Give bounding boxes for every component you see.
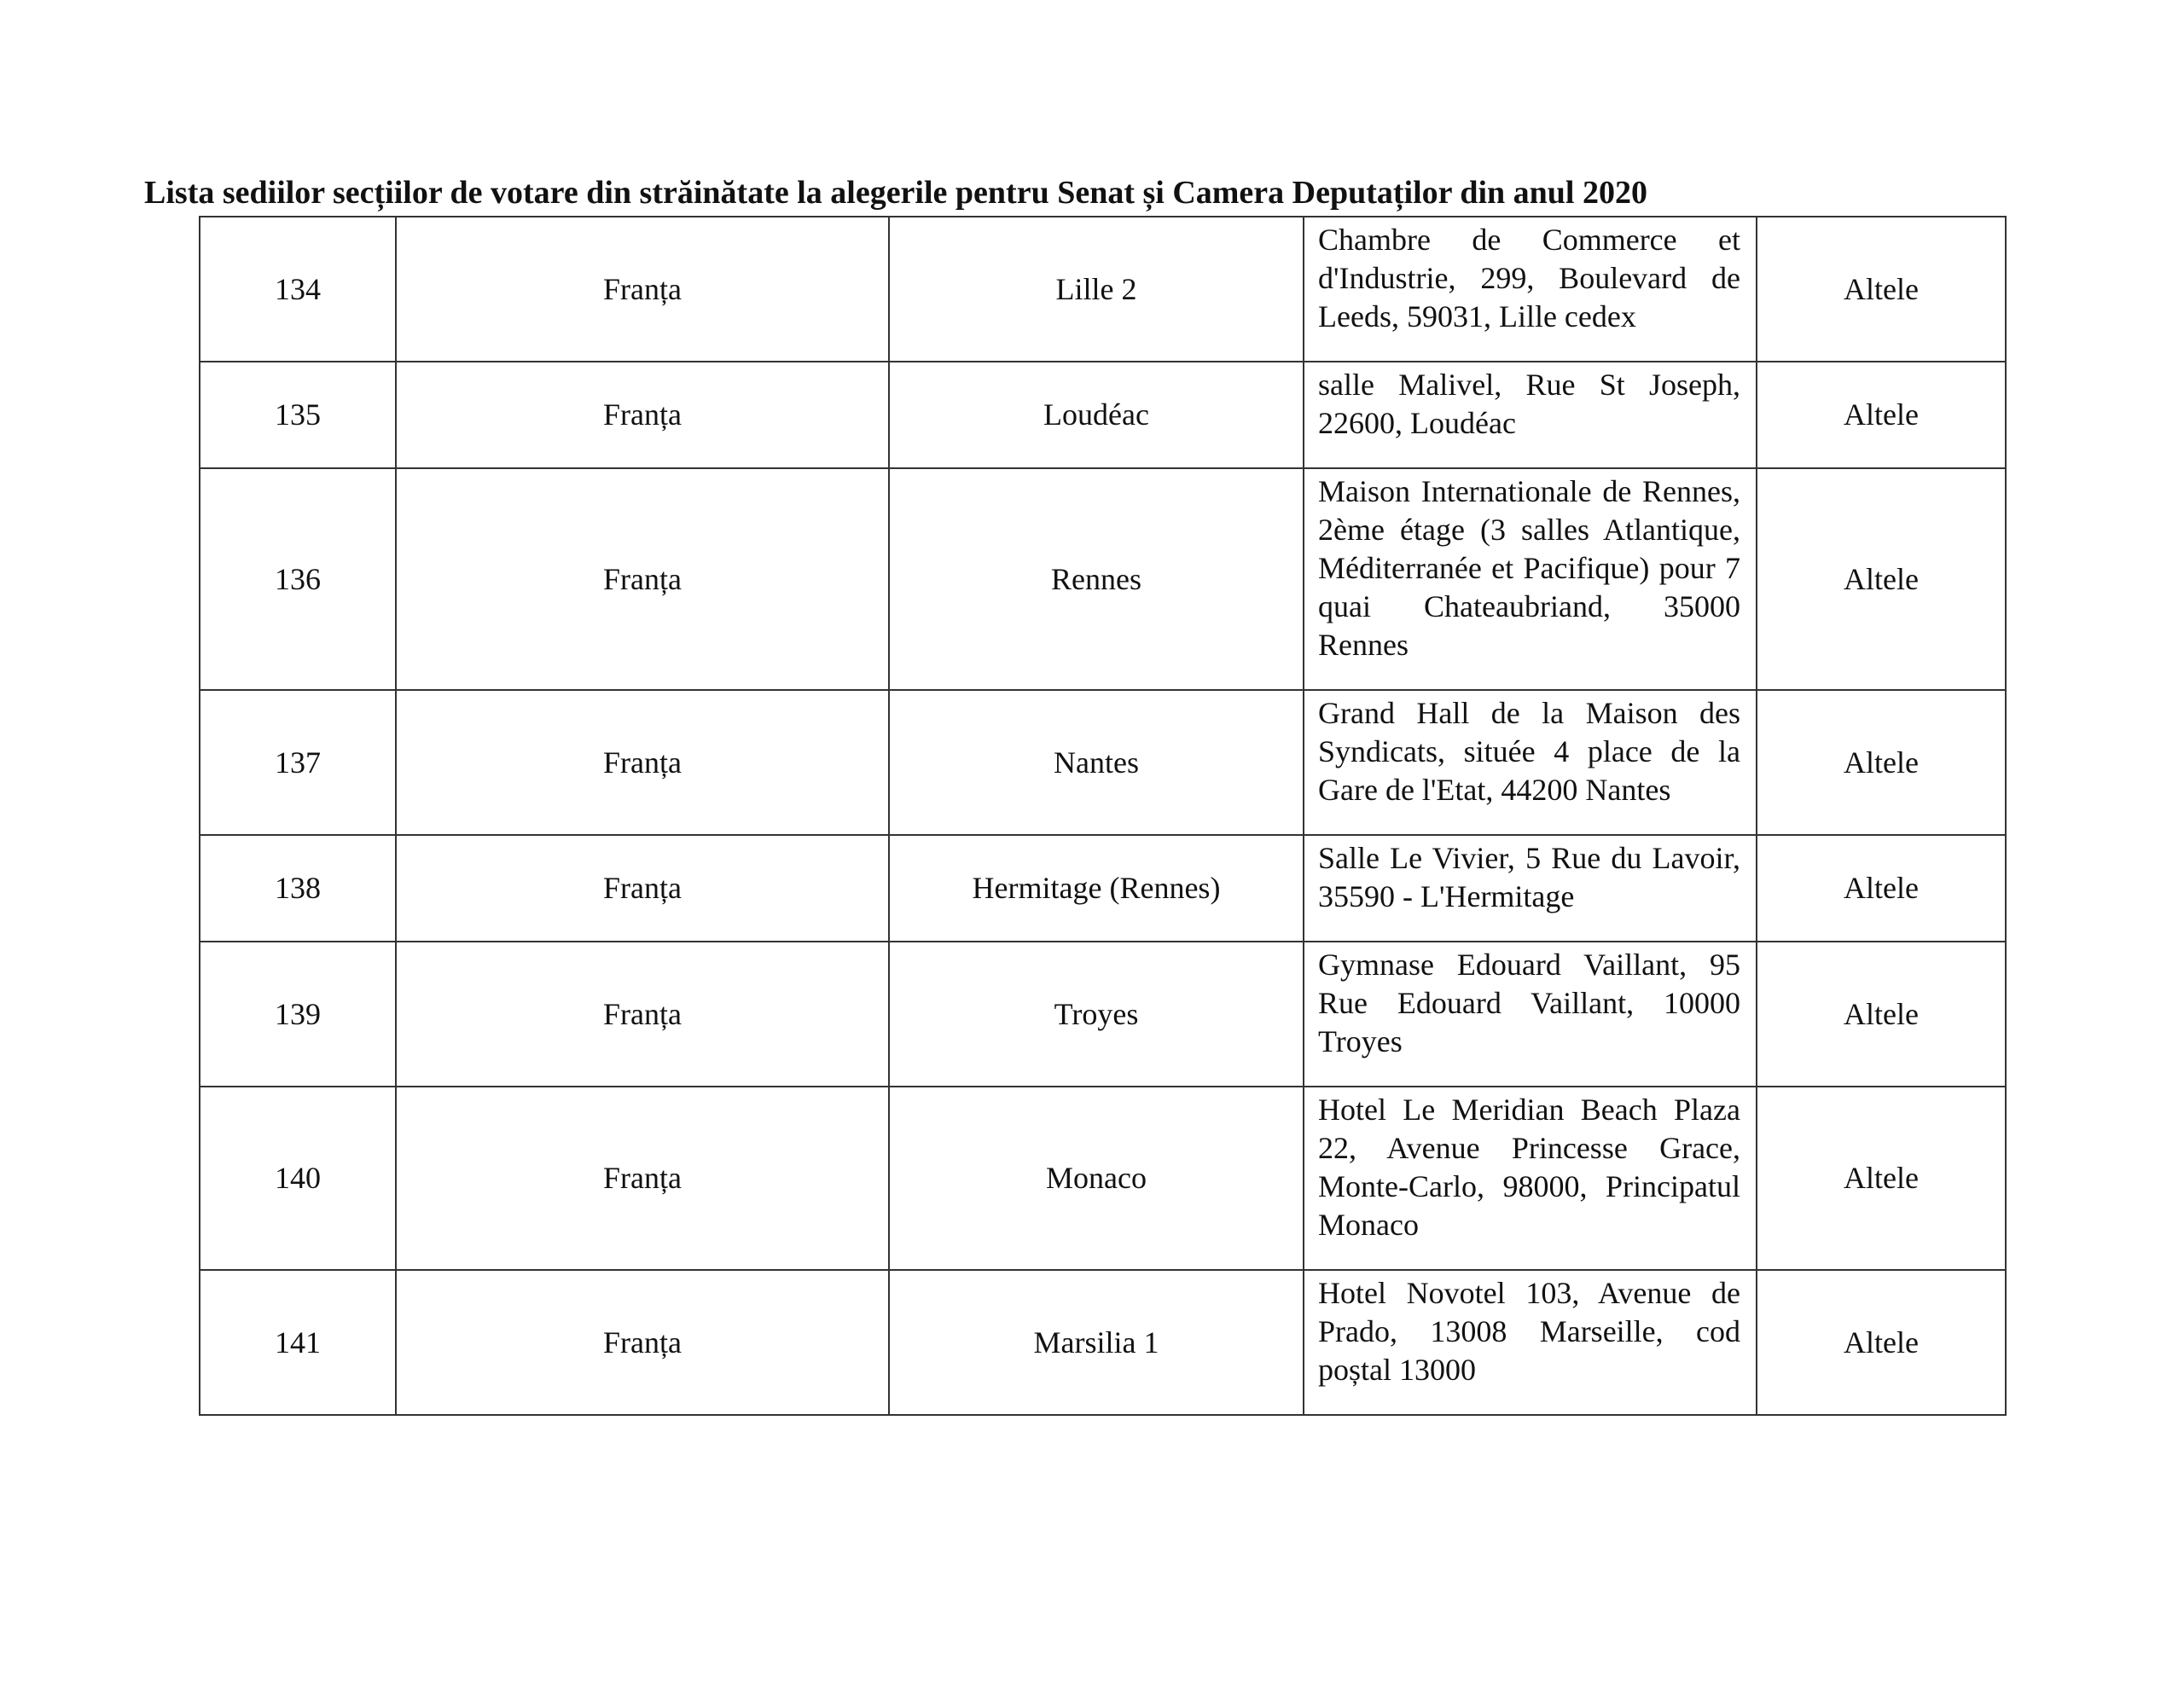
station-country: Franța bbox=[396, 1270, 889, 1415]
station-number: 134 bbox=[200, 217, 396, 362]
station-country: Franța bbox=[396, 942, 889, 1087]
station-address: Hotel Novotel 103, Avenue de Prado, 13008 Marseille, cod poștal 13000 bbox=[1304, 1270, 1757, 1415]
station-address: salle Malivel, Rue St Joseph, 22600, Loudéac bbox=[1304, 362, 1757, 468]
table-row bbox=[200, 690, 2006, 835]
table-row bbox=[200, 468, 2006, 690]
station-locality: Troyes bbox=[889, 942, 1304, 1087]
station-locality: Nantes bbox=[889, 690, 1304, 835]
station-address: Grand Hall de la Maison des Syndicats, située 4 place de la Gare de l'Etat, 44200 Nantes bbox=[1304, 690, 1757, 835]
station-number: 136 bbox=[200, 468, 396, 690]
station-number: 139 bbox=[200, 942, 396, 1087]
station-category: Altele bbox=[1757, 217, 2006, 362]
station-country: Franța bbox=[396, 835, 889, 942]
station-address: Salle Le Vivier, 5 Rue du Lavoir, 35590 - L'Hermitage bbox=[1304, 835, 1757, 942]
station-category: Altele bbox=[1757, 468, 2006, 690]
station-address: Gymnase Edouard Vaillant, 95 Rue Edouard Vaillant, 10000 Troyes bbox=[1304, 942, 1757, 1087]
station-category: Altele bbox=[1757, 835, 2006, 942]
station-locality: Marsilia 1 bbox=[889, 1270, 1304, 1415]
station-country: Franța bbox=[396, 1087, 889, 1270]
station-country: Franța bbox=[396, 690, 889, 835]
station-locality: Hermitage (Rennes) bbox=[889, 835, 1304, 942]
station-category: Altele bbox=[1757, 362, 2006, 468]
table-row bbox=[200, 1087, 2006, 1270]
station-number: 137 bbox=[200, 690, 396, 835]
station-number: 140 bbox=[200, 1087, 396, 1270]
document-title: Lista sediilor secțiilor de votare din străinătate la alegerile pentru Senat și Camera Deputaților din anul 2020 bbox=[144, 175, 1647, 211]
station-number: 138 bbox=[200, 835, 396, 942]
table-row bbox=[200, 835, 2006, 942]
station-country: Franța bbox=[396, 217, 889, 362]
station-country: Franța bbox=[396, 362, 889, 468]
station-locality: Monaco bbox=[889, 1087, 1304, 1270]
station-locality: Lille 2 bbox=[889, 217, 1304, 362]
table-row bbox=[200, 1270, 2006, 1415]
station-number: 141 bbox=[200, 1270, 396, 1415]
table-row bbox=[200, 942, 2006, 1087]
station-address: Maison Internationale de Rennes, 2ème étage (3 salles Atlantique, Méditerranée et Pacifique) pour 7 quai Chateaubriand, 35000 Rennes bbox=[1304, 468, 1757, 690]
station-category: Altele bbox=[1757, 1270, 2006, 1415]
station-locality: Loudéac bbox=[889, 362, 1304, 468]
station-number: 135 bbox=[200, 362, 396, 468]
polling-stations-table bbox=[199, 216, 2007, 1416]
table-row bbox=[200, 362, 2006, 468]
station-category: Altele bbox=[1757, 690, 2006, 835]
station-address: Hotel Le Meridian Beach Plaza 22, Avenue Princesse Grace, Monte-Carlo, 98000, Principatul Monaco bbox=[1304, 1087, 1757, 1270]
table-row bbox=[200, 217, 2006, 362]
station-address: Chambre de Commerce et d'Industrie, 299, Boulevard de Leeds, 59031, Lille cedex bbox=[1304, 217, 1757, 362]
station-category: Altele bbox=[1757, 1087, 2006, 1270]
station-category: Altele bbox=[1757, 942, 2006, 1087]
station-locality: Rennes bbox=[889, 468, 1304, 690]
station-country: Franța bbox=[396, 468, 889, 690]
